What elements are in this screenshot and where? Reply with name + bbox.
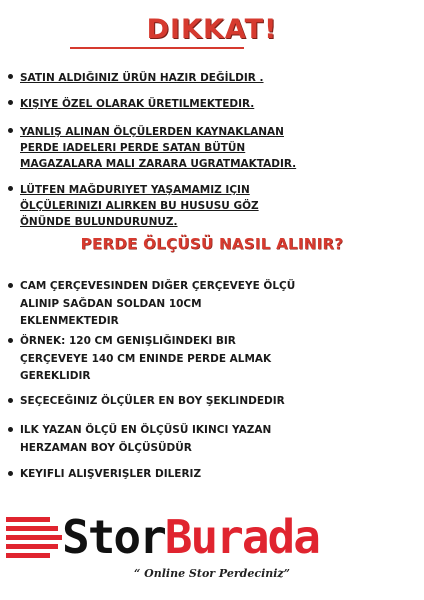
logo-stripe: [6, 553, 50, 558]
notice-text: YANLIŞ ALINAN ÖLÇÜLERDEN KAYNAKLANAN PERDE IADELERI PERDE SATAN BÜTÜN MAGAZALARA MALI ZARARA UGRATMAKTADIR.: [20, 126, 297, 170]
warning-title-underline: [70, 47, 244, 49]
instruction-text: CAM ÇERÇEVESINDEN DIĞER ÇERÇEVEYE ÖLÇÜ ALINIP SAĞDAN SOLDAN 10CM EKLENMEKTEDIR: [20, 280, 296, 327]
logo-slogan: “ Online Stor Perdeciniz”: [134, 567, 290, 580]
instruction-text: KEYIFLI ALIŞVERIŞLER DILERIZ: [20, 468, 202, 480]
notice-text: KIŞIYE ÖZEL OLARAK ÜRETILMEKTEDIR.: [20, 98, 255, 110]
bullet-icon: [8, 74, 13, 79]
logo-stripe: [6, 544, 58, 549]
logo-stripe: [6, 535, 62, 540]
how-to-measure-heading: PERDE ÖLÇÜSÜ NASIL ALINIR?: [80, 235, 344, 253]
bullet-icon: [8, 128, 13, 133]
instruction-text: ÖRNEK: 120 CM GENIŞLIĞINDEKI BIR ÇERÇEVEYE 140 CM ENINDE PERDE ALMAK GEREKLIDIR: [20, 335, 272, 382]
bullet-icon: [8, 338, 13, 343]
notice-text: LÜTFEN MAĞDURIYET YAŞAMAMIZ IÇIN ÖLÇÜLERINIZI ALIRKEN BU HUSUSU GÖZ ÖNÜNDE BULUNDURUNUZ.: [20, 184, 259, 228]
logo-wordmark-burada: Burada: [164, 510, 319, 564]
logo-stripes-icon: [6, 517, 64, 561]
bullet-icon: [8, 427, 13, 432]
bullet-icon: [8, 186, 13, 191]
bullet-icon: [8, 471, 13, 476]
warning-title: DIKKAT!: [146, 14, 278, 45]
instruction-text: SEÇECEĞINIZ ÖLÇÜLER EN BOY ŞEKLINDEDIR: [20, 395, 285, 407]
logo-wordmark-stor: Stor: [62, 510, 165, 564]
brand-logo: [6, 510, 418, 573]
bullet-icon: [8, 100, 13, 105]
logo-stripe: [6, 526, 58, 531]
bullet-icon: [8, 283, 13, 288]
notice-text: SATIN ALDIĞINIZ ÜRÜN HAZIR DEĞİLDIR .: [20, 72, 264, 84]
instruction-text: ILK YAZAN ÖLÇÜ EN ÖLÇÜSÜ IKINCI YAZAN HERZAMAN BOY ÖLÇÜSÜDÜR: [20, 424, 272, 454]
logo-wordmark: [62, 509, 319, 565]
bullet-icon: [8, 398, 13, 403]
logo-stripe: [6, 517, 50, 522]
